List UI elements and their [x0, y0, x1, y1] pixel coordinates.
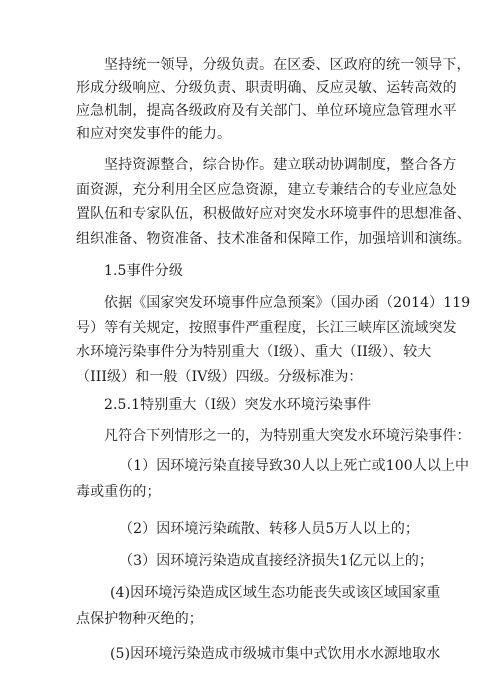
text-line: 应急机制，提高各级政府及有关部门、单位环境应急管理水平 [76, 103, 457, 119]
text-line: 点保护物种灭绝的； [76, 611, 203, 627]
text-line: 坚持统一领导，分级负责。在区委、区政府的统一领导下， [104, 57, 471, 73]
text-line: 和应对突发事件的能力。 [76, 126, 232, 142]
text-line: 水环境污染事件分为特别重大（I级）、重大（II级）、较大 [76, 344, 432, 360]
text-line: 组织准备、物资准备、技术准备和保障工作，加强培训和演练。 [76, 230, 471, 247]
list-item-criterion-2 [0, 518, 500, 540]
text-line: （1）因环境污染直接导致30人以上死亡或100人以上中 [119, 458, 470, 474]
text-line: 形成分级响应、分级负责、职责明确、反应灵敏、运转高效的 [76, 80, 457, 96]
paragraph-grading-basis [0, 292, 500, 390]
paragraph-criteria-intro [0, 425, 500, 447]
text-line: （2）因环境污染疏散、转移人员5万人以上的； [119, 521, 420, 537]
text-line: （III级）和一般（IV级）四级。分级标准为： [76, 368, 363, 385]
text-line: 置队伍和专家队伍，积极做好应对突发水环境事件的思想准备、 [76, 206, 471, 222]
text-line: 面资源，充分利用全区应急资源，建立专兼结合的专业应急处 [76, 181, 457, 198]
list-item-criterion-5 [0, 643, 500, 665]
text-line: 坚持资源整合，综合协作。建立联动协调制度，整合各方 [104, 157, 457, 173]
list-item-criterion-1 [0, 455, 500, 507]
section-heading: 1.5事件分级 [104, 263, 183, 279]
list-item-criterion-4 [0, 582, 500, 634]
paragraph-unified-leadership [0, 54, 500, 146]
section-heading-event-grading [0, 260, 500, 282]
list-item-criterion-3 [0, 550, 500, 572]
text-line: 凡符合下列情形之一的，为特别重大突发水环境污染事件： [104, 428, 471, 444]
text-line: (5)因环境污染造成市级城市集中式饮用水水源地取水 [110, 646, 441, 662]
text-line: 依据《国家突发环境事件应急预案》（国办函（2014）119 [104, 295, 471, 311]
text-line: (4)因环境污染造成区域生态功能丧失或该区域国家重 [110, 585, 441, 601]
text-line: 号）等有关规定，按照事件严重程度，长江三峡库区流域突发 [76, 319, 457, 336]
text-line: 毒或重伤的； [76, 484, 161, 500]
subsection-heading-level-one [0, 394, 500, 416]
paragraph-resource-integration [0, 154, 500, 252]
section-heading: 2.5.1特别重大（I级）突发水环境污染事件 [104, 397, 372, 413]
text-line: （3）因环境污染造成直接经济损失1亿元以上的； [119, 553, 434, 569]
